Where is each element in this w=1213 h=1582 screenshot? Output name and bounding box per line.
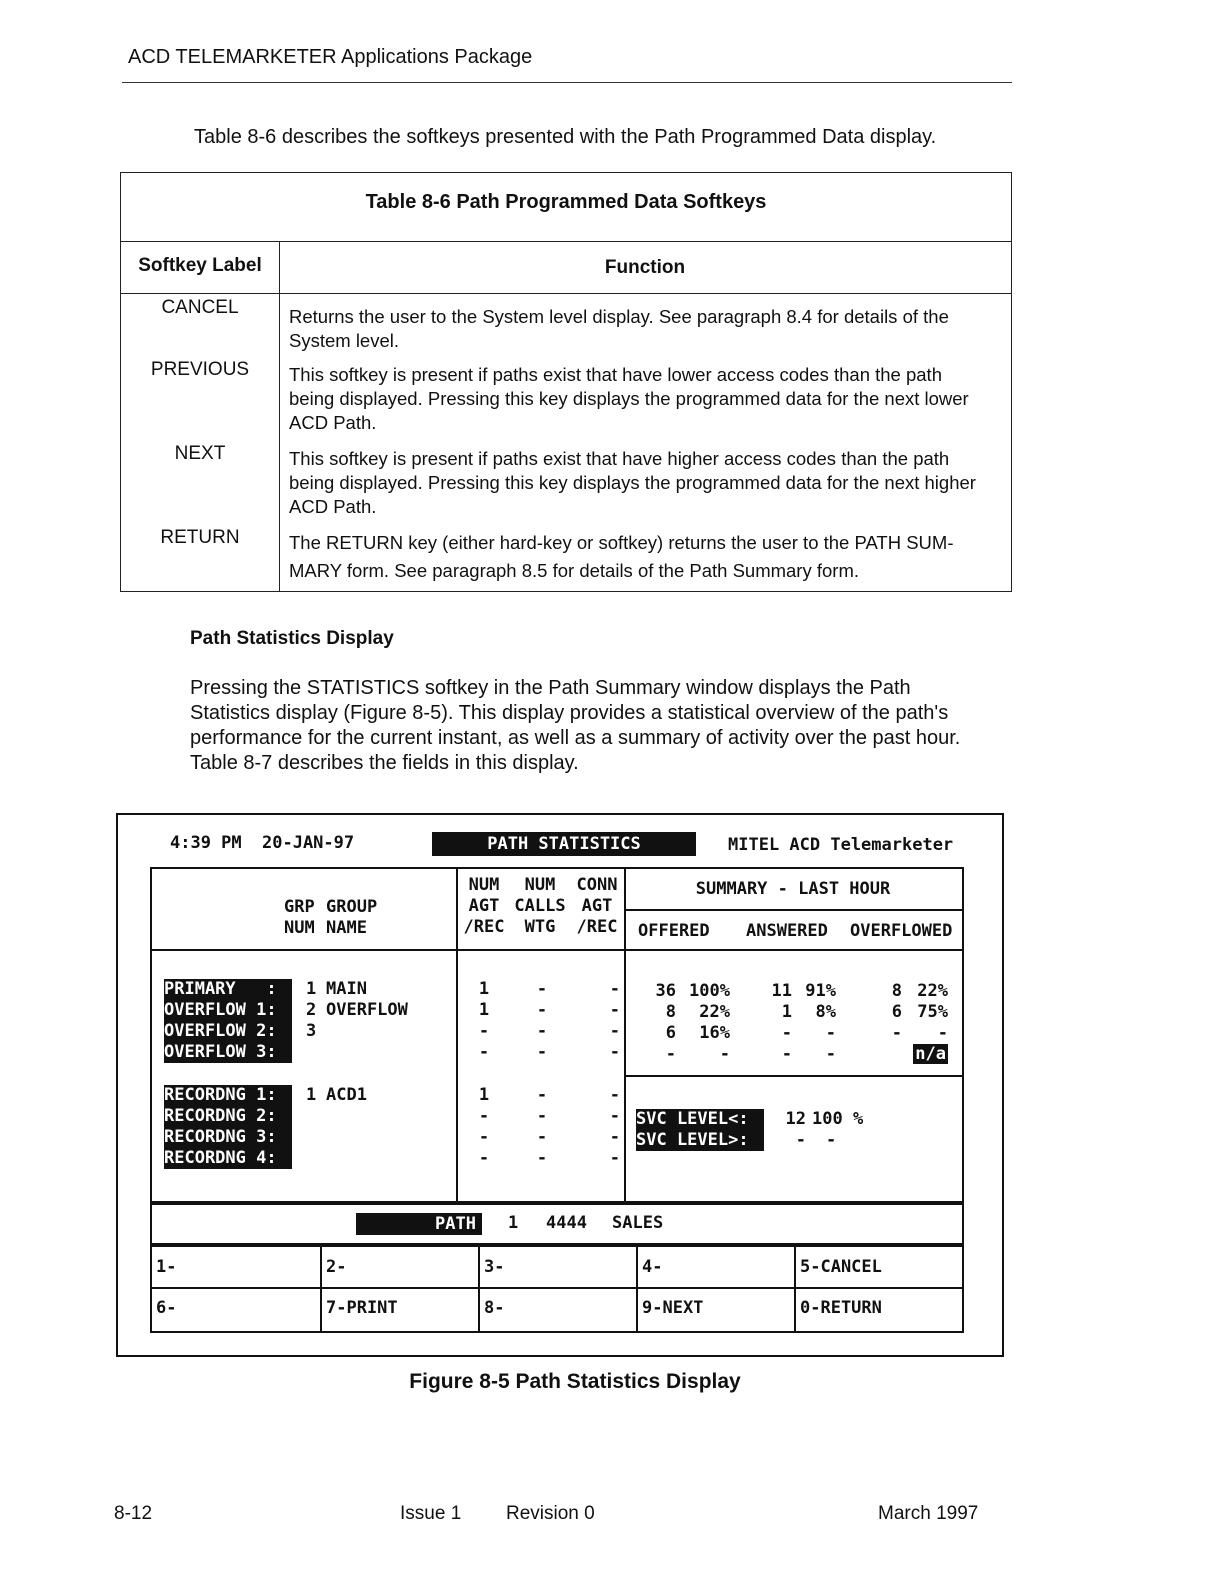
summary-title: SUMMARY - LAST HOUR: [695, 879, 891, 899]
group-label: OVERFLOW 3:: [164, 1042, 292, 1063]
softkey-print-button[interactable]: 7-PRINT: [326, 1298, 398, 1318]
conn-values: - - - -: [609, 979, 620, 1062]
softkey-cancel: CANCEL: [161, 297, 239, 318]
recording-label: RECORDNG 4:: [164, 1148, 292, 1169]
path-statistics-screen: [116, 813, 1004, 1357]
recording-label: RECORDNG 2:: [164, 1106, 292, 1127]
screen-date: 20-JAN-97: [262, 833, 355, 853]
grp-num-header: GRP NUM: [284, 897, 315, 938]
figure-caption: Figure 8-5 Path Statistics Display: [409, 1370, 741, 1393]
column-header-function: Function: [604, 257, 686, 278]
answered-percents: 91% 8% - -: [805, 981, 836, 1064]
softkeys-table: [120, 172, 1012, 592]
recording-label: RECORDNG 1:: [164, 1085, 292, 1106]
header-rule: [122, 82, 1012, 83]
offered-header: OFFERED: [638, 921, 710, 941]
softkey-3[interactable]: 3-: [484, 1257, 505, 1277]
num-calls-header: NUM CALLS WTG: [514, 875, 566, 937]
group-names: MAIN OVERFLOW: [326, 979, 408, 1020]
function-cancel: Returns the user to the System level display. See paragraph 8.4 for details of the System level.: [289, 306, 949, 351]
path-label: PATH: [356, 1213, 482, 1235]
section-paragraph: Pressing the STATISTICS softkey in the Path Summary window displays the Path Statistics display (Figure 8-5). This display provides a statistical overview of the path's performance for the current instant, as well as a summary of activity over the past hour. Table 8-7 describes the fields in this display.: [190, 677, 961, 774]
softkey-8[interactable]: 8-: [484, 1298, 505, 1318]
recording-name: ACD1: [326, 1085, 367, 1105]
group-labels: [164, 979, 292, 1063]
service-level-percents: 100 % -: [812, 1109, 864, 1150]
issue-label: Issue 1: [400, 1503, 462, 1524]
softkey-next-button[interactable]: 9-NEXT: [642, 1298, 704, 1318]
num-agt-header: NUM AGT /REC: [463, 875, 505, 937]
overflowed-counts: 8 6 -: [891, 981, 902, 1043]
path-name: SALES: [612, 1213, 664, 1233]
screen-time: 4:39 PM: [170, 833, 242, 853]
publication-date: March 1997: [878, 1503, 979, 1524]
page-number: 8-12: [114, 1503, 153, 1524]
table-divider: [121, 241, 1011, 242]
service-level-values: 12 -: [785, 1109, 806, 1150]
softkey-1[interactable]: 1-: [156, 1257, 177, 1277]
agt-values: 1 1 - -: [478, 979, 490, 1062]
conn-agt-header: CONN AGT /REC: [576, 875, 618, 937]
recording-label: RECORDNG 3:: [164, 1127, 292, 1148]
function-return: The RETURN key (either hard-key or softkey) returns the user to the PATH SUM- MARY form. See paragraph 8.5 for details of the Path Summary form.: [289, 532, 954, 581]
group-nums: 1 2 3: [306, 979, 317, 1041]
group-name-header: GROUP NAME: [326, 897, 378, 938]
recording-conn-values: - - - -: [609, 1085, 620, 1168]
product-name: MITEL ACD Telemarketer: [728, 835, 954, 855]
group-label: OVERFLOW 2:: [164, 1021, 292, 1042]
softkey-cancel-button[interactable]: 5-CANCEL: [800, 1257, 882, 1277]
offered-counts: 36 8 6 -: [655, 981, 676, 1064]
overflowed-percents: 22% 75% - n/a: [915, 981, 948, 1064]
table-caption: Table 8-6 Path Programmed Data Softkeys: [365, 191, 767, 213]
service-level-labels: SVC LEVEL<: SVC LEVEL>:: [636, 1109, 764, 1151]
softkey-previous: PREVIOUS: [150, 359, 250, 380]
calls-values: - - - -: [536, 979, 548, 1062]
recording-labels: [164, 1085, 292, 1169]
path-number: 1: [508, 1213, 519, 1233]
group-label: PRIMARY :: [164, 979, 292, 1000]
function-previous: This softkey is present if paths exist that have lower access codes than the path being displayed. Pressing this key displays the programmed data for the next lower ACD Path.: [289, 364, 969, 433]
answered-counts: 11 1 - -: [771, 981, 792, 1064]
recording-calls-values: - - - -: [536, 1085, 548, 1168]
recording-agt-values: 1 - - -: [478, 1085, 490, 1168]
softkey-grid: [150, 1245, 964, 1333]
stats-panel: [150, 867, 964, 1203]
overflowed-header: OVERFLOWED: [850, 921, 953, 941]
intro-text: Table 8-6 describes the softkeys presented with the Path Programmed Data display.: [194, 126, 937, 148]
path-access-code: 4444: [546, 1213, 587, 1233]
group-label: OVERFLOW 1:: [164, 1000, 292, 1021]
softkey-2[interactable]: 2-: [326, 1257, 347, 1277]
section-title: Path Statistics Display: [190, 628, 394, 649]
softkey-6[interactable]: 6-: [156, 1298, 177, 1318]
column-header-softkey-label: Softkey Label: [138, 255, 262, 276]
offered-percents: 100% 22% 16% -: [689, 981, 730, 1064]
path-bar: [150, 1203, 964, 1245]
screen-title: PATH STATISTICS: [432, 832, 696, 856]
softkey-next: NEXT: [174, 443, 226, 464]
running-header: ACD TELEMARKETER Applications Package: [128, 46, 533, 68]
softkey-4[interactable]: 4-: [642, 1257, 663, 1277]
answered-header: ANSWERED: [746, 921, 828, 941]
table-header-divider: [121, 293, 1011, 294]
recording-num: 1: [306, 1085, 317, 1105]
function-next: This softkey is present if paths exist that have higher access codes than the path being displayed. Pressing this key displays the programmed data for the next higher ACD Path.: [289, 448, 976, 517]
softkey-return: RETURN: [160, 527, 240, 548]
revision-label: Revision 0: [506, 1503, 595, 1524]
softkey-return-button[interactable]: 0-RETURN: [800, 1298, 882, 1318]
not-applicable-badge: n/a: [915, 1044, 946, 1064]
